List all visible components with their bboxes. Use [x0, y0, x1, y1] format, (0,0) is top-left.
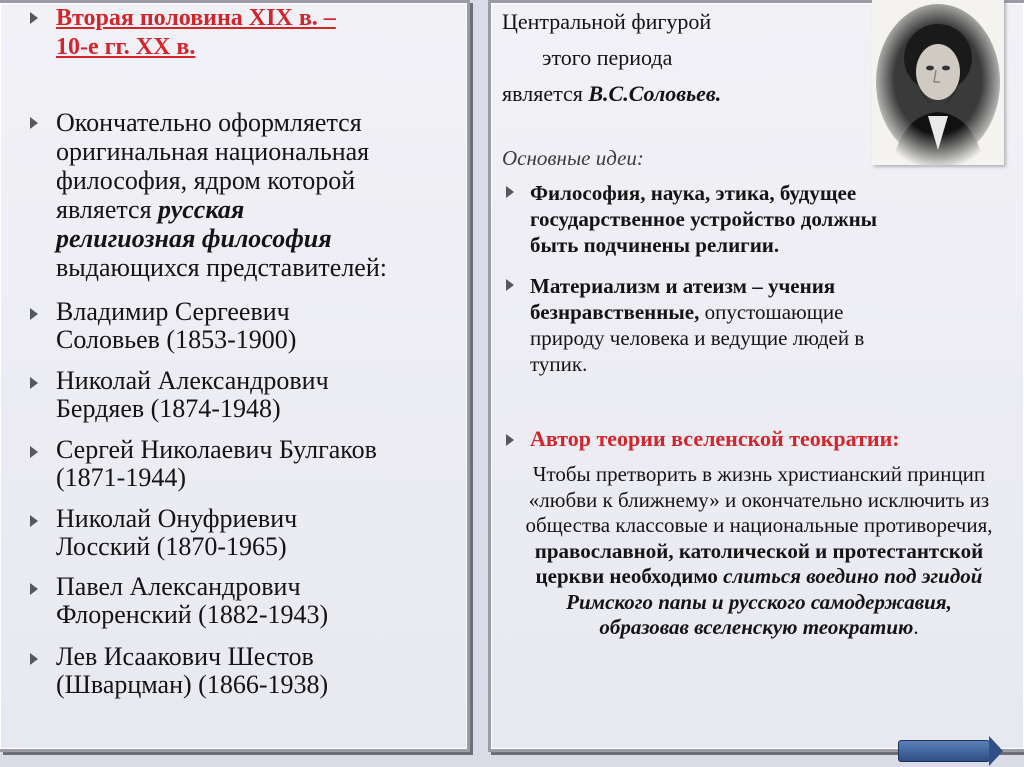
philosopher-item: Николай Онуфриевич Лосский (1870-1965)	[56, 504, 298, 561]
philosopher-item: Павел Александрович Флоренский (1882-1943)	[56, 572, 329, 629]
triangle-bullet-icon	[30, 308, 38, 320]
period-heading: Вторая половина XIX в. – 10-е гг. XX в.	[56, 5, 336, 60]
triangle-bullet-icon	[30, 653, 38, 665]
philosopher-item: Сергей Николаевич Булгаков (1871-1944)	[56, 435, 377, 492]
main-ideas-label: Основные идеи:	[502, 146, 644, 170]
idea-item: Философия, наука, этика, будущее государственное устройство должны быть подчинены религии.	[530, 181, 878, 257]
central-figure-intro: Центральной фигурой этого периода является В.С.Соловьев.	[502, 9, 722, 106]
theory-title: Автор теории вселенской теократии:	[530, 426, 900, 451]
portrait-photo	[872, 0, 1004, 165]
idea-item: Материализм и атеизм – учения безнравственные, опустошающие природу человека и ведущие людей в тупик.	[530, 274, 865, 376]
triangle-bullet-icon	[506, 434, 514, 446]
philosopher-item: Лев Исаакович Шестов (Шварцман) (1866-1938)	[56, 642, 329, 699]
triangle-bullet-icon	[30, 377, 38, 389]
triangle-bullet-icon	[30, 446, 38, 458]
theocracy-paragraph: Чтобы претворить в жизнь христианский принцип «любви к ближнему» и окончательно исключить из общества классовые и национальные противоречия, православной, католической и протестантской церкви необходимо слиться воедино под эгидой Римского папы и русского самодержавия, образовав вселенскую теократию.	[525, 462, 993, 639]
triangle-bullet-icon	[30, 515, 38, 527]
triangle-bullet-icon	[506, 279, 514, 291]
triangle-bullet-icon	[30, 583, 38, 595]
philosopher-item: Николай Александрович Бердяев (1874-1948)	[56, 366, 329, 423]
triangle-bullet-icon	[30, 12, 38, 24]
next-arrow-icon[interactable]	[898, 740, 990, 762]
intro-paragraph: Окончательно оформляется оригинальная национальная философия, ядром которой является русская религиозная философия выдающихся представителей:	[56, 108, 387, 282]
triangle-bullet-icon	[30, 117, 38, 129]
triangle-bullet-icon	[506, 186, 514, 198]
philosopher-item: Владимир Сергеевич Соловьев (1853-1900)	[56, 297, 297, 354]
